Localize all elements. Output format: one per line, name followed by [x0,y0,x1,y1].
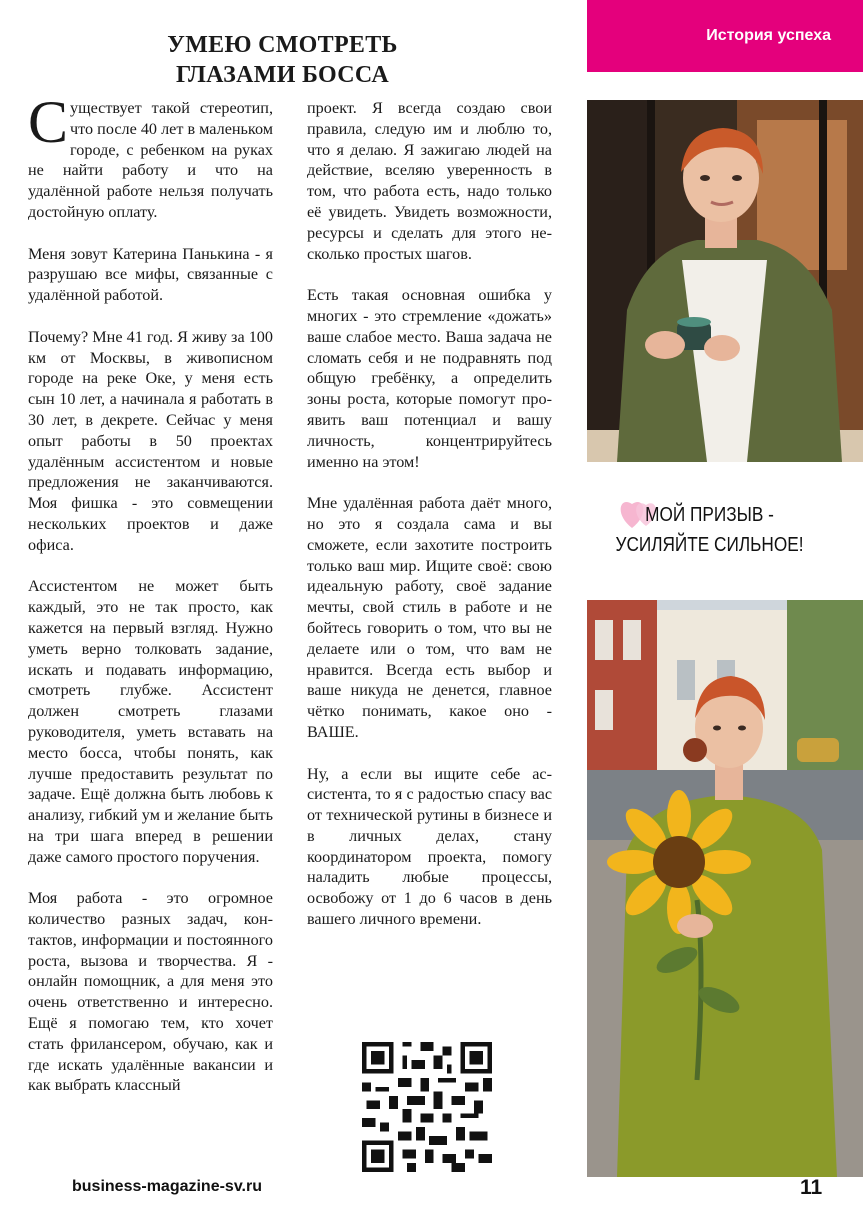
paragraph-1-text: уществует такой стереотип, что после 40 лет в маленьком городе, с ребенком на руках не найти работу и что на удалённой работе нельзя получать достойную оплату. [28,99,273,221]
article-column-1 [28,89,273,1096]
section-badge [587,0,863,72]
section-label: История успеха [706,27,831,44]
paragraph-6: проект. Я всегда создаю свои правила, следую им и люблю то, что я делаю. Я зажигаю людей на действие, вселяю уверенность в том, что работа есть, надо только её увидеть. Увидеть возможности, ресурсы и сделать для этого несколько простых шагов. [307,99,552,263]
article-column-2 [307,98,552,930]
footer-website: business-magazine-sv.ru [72,1178,262,1195]
portrait-photo-sunflower [587,600,863,1177]
portrait-photo-cafe [587,100,863,462]
paragraph-7: Есть такая основная ошибка у многих - это стремление «дожать» ваше слабое место. Ваша задача не сломать себя и не подравнять под общую гребёнку, а определить зоны роста, которые помогут проявить ваш потенциал и вашу личность, концентрируйтесь именно на этом! [307,286,552,471]
drop-cap: С [28,89,69,155]
paragraph-8: Мне удалённая работа даёт много, но это я создала сама и вы сможете, если захотите построить только ваш мир. Ищите своё: свою идеальную работу, своё задание мечты, свой стиль в работе и не бойтесь говорить о том, что вы не делаете или о том, что вам не нравится. Всегда есть выбор и ваше никуда не денется, главное чётко понимать, какое оно - ВАШЕ. [307,494,552,741]
paragraph-4: Ассистентом не может быть каждый, это не так просто, как кажется на первый взгляд. Нужно уметь верно толковать задание, искать и подавать информацию, смотреть глубже. Ассистент должен смотреть глазами руководителя, уметь вставать на место босса, чтобы понять, как лучше предоставить результат по задаче. Ещё должна быть любовь к анализу, гибкий ум и желание быть на три шага вперед в решении даже самого простого поручения. [28,577,273,866]
quote-line-1: МОЙ ПРИЗЫВ - [645,504,774,526]
paragraph-1 [28,89,273,223]
title-line-2: ГЛАЗАМИ БОССА [176,62,389,88]
photo-sunflower-image [587,600,863,1177]
pull-quote [604,500,815,560]
qr-code-icon [362,1042,492,1172]
article-title [30,30,535,90]
page-number: 11 [800,1176,823,1199]
paragraph-2: Меня зовут Катерина Панькина - я разрушаю все мифы, связанные с удалённой работой. [28,244,273,305]
paragraph-9: Ну, а если вы ищите себе ассистента, то я с радостью спасу вас от технической рутины в бизнесе и в личных делах, стану координатором проекта, помогу наладить любые процессы, освобожу от 1 до 6 часов в день вашего личного времени. [307,764,552,929]
paragraph-5: Моя работа - это огромное количество разных задач, контактов, информации и постоянного роста, вызова и творчества. Я - онлайн помощник, а для меня это очень ответственно и интересно. Ещё я помогаю тем, кто хочет стать фрилансером, обучаю, как и где искать удалённые вакансии и как выбрать классный [28,889,273,1095]
title-line-1: УМЕЮ СМОТРЕТЬ [167,32,398,58]
quote-line-2: УСИЛЯЙТЕ СИЛЬНОЕ! [615,534,804,556]
paragraph-3: Почему? Мне 41 год. Я живу за 100 км от Москвы, в живописном городе на реке Оке, у меня есть сын 10 лет, а начинала я работать в 30 лет, в декрете. Сейчас у меня опыт работы в 50 проектах удалённым ассистентом и новые предложения не заканчиваются. Моя фишка - это совмещении нескольких проектов и даже офиса. [28,327,273,554]
photo-cafe-image [587,100,863,462]
